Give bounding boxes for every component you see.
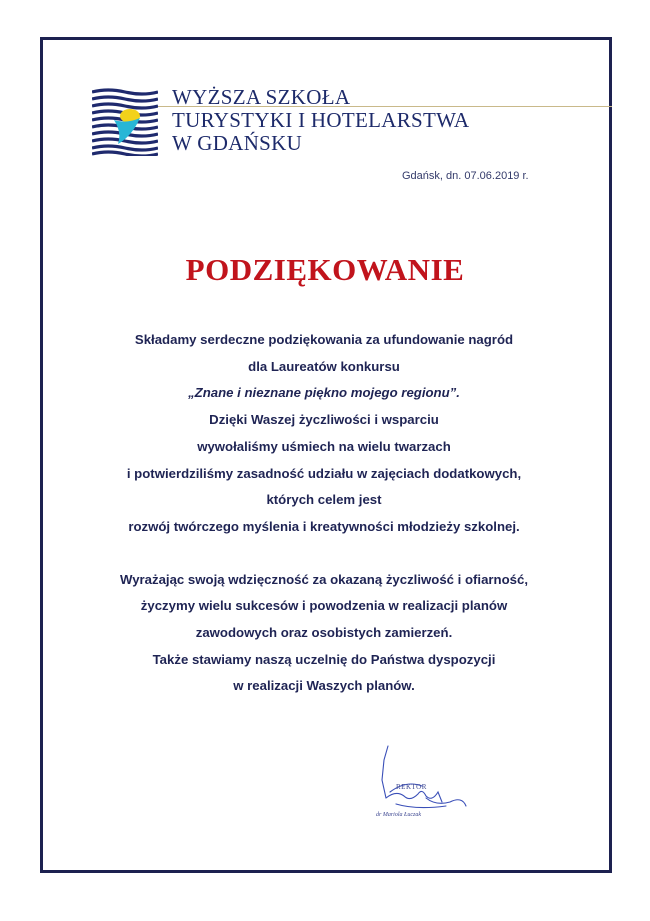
wave-sun-logo-icon [92,88,158,156]
school-name [172,86,469,155]
body-line: życzymy wielu sukcesów i powodzenia w realizacji planów [140,598,508,614]
body-line: Także stawiamy naszą uczelnię do Państwa dyspozycji [152,651,496,667]
body-line: i potwierdziliśmy zasadność udziału w zajęciach dodatkowych, [126,465,522,481]
body-line: w realizacji Waszych planów. [233,678,415,694]
body-line: dla Laureatów konkursu [248,358,400,374]
signature-name: dr Mariola Łuczak [376,812,421,818]
school-name-line: WYŻSZA SZKOŁA [172,85,351,109]
body-line: których celem jest [266,492,382,508]
document-date: Gdańsk, dn. 07.06.2019 r. [402,170,529,182]
signature-caption: REKTOR [396,783,427,791]
paragraph-gap [60,541,588,567]
body-line: zawodowych oraz osobistych zamierzeń. [195,625,453,641]
school-name-line: W GDAŃSKU [172,131,303,155]
school-name-line: TURYSTYKI I HOTELARSTWA [172,108,470,132]
body-line: Wyrażając swoją wdzięczność za okazaną życzliwość i ofiarność, [120,571,528,587]
body-line: Dzięki Waszej życzliwości i wsparciu [209,412,439,428]
body-line: rozwój twórczego myślenia i kreatywności młodzieży szkolnej. [128,518,520,534]
contest-name: „Znane i nieznane piękno mojego regionu”. [188,385,460,401]
body-line: wywołaliśmy uśmiech na wielu twarzach [197,438,451,454]
document-title: PODZIĘKOWANIE [185,252,465,287]
body-line: Składamy serdeczne podziękowania za ufundowanie nagród [134,332,514,347]
letter-body [60,327,588,700]
